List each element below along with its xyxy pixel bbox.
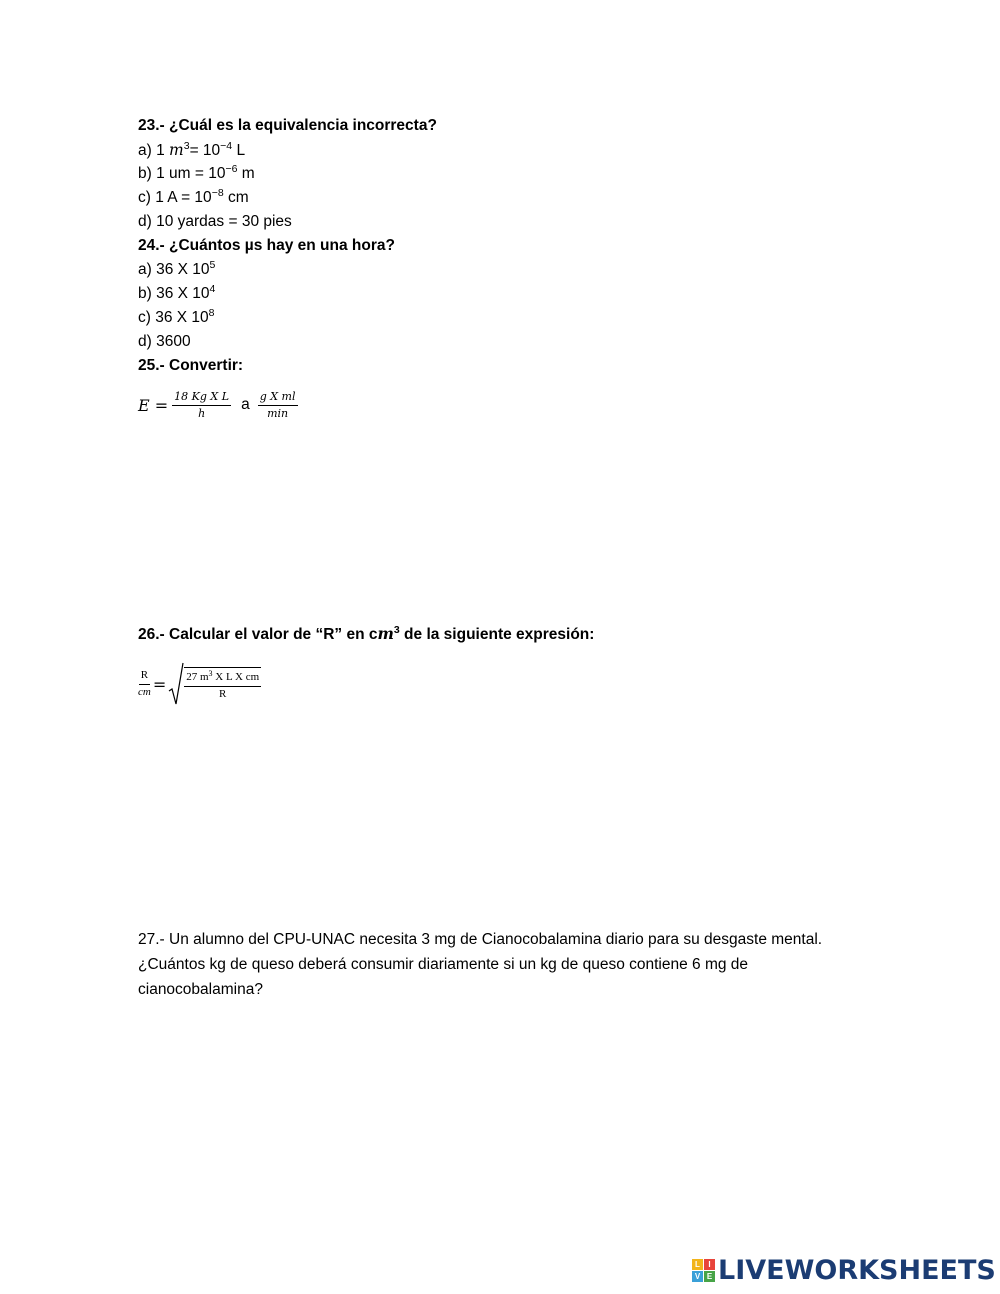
q23-option-d: d) 10 yardas = 30 pies — [138, 213, 292, 230]
q26-equation — [138, 662, 261, 706]
liveworksheets-logo — [692, 1255, 996, 1285]
q24-option-c: c) 36 X $10^8$ — [138, 307, 215, 326]
logo-squares-icon: L I V E — [692, 1259, 715, 1282]
q23-option-b: b) 1 um = $10^{-6}$ m — [138, 163, 255, 182]
q26-equals: = — [152, 674, 167, 694]
q25-lhs: E = — [138, 395, 169, 415]
q26-title: 26.- Calcular el valor de “R” en $cm^3$ de la siguiente expresión: — [138, 624, 595, 643]
q25-equation — [138, 390, 298, 420]
q23-option-c: c) 1 $A = 10^{-8}$ cm — [138, 187, 249, 206]
logo-text: LIVEWORKSHEETS — [718, 1254, 996, 1286]
q26-lhs-fraction: $\frac{R}{cm}$ — [138, 669, 151, 698]
q27-text: 27.- Un alumno del CPU-UNAC necesita 3 mg de Cianocobalamina diario para su desgaste mental. ¿Cuántos kg de queso deberá consumir diariamente si un kg de queso contiene 6 mg de cianocobalamina? — [138, 931, 823, 998]
q25-fraction-1: $\frac{\text{18 Kg X L}}{h}$ — [174, 390, 230, 420]
q24-option-d: d) 3600 — [138, 333, 191, 350]
q24-option-b: b) 36 X $10^4$ — [138, 283, 216, 302]
q24-option-a: a) 36 X $10^5$ — [138, 259, 216, 278]
q23-option-a: a) 1 $m^3= 10^{-4}$ L — [138, 140, 246, 159]
radical-sign-icon — [168, 662, 184, 706]
q25-connector: a — [241, 396, 250, 413]
q24-title: 24.- ¿Cuántos µs hay en una hora? — [138, 237, 395, 254]
q25-title: 25.- Convertir: — [138, 357, 244, 374]
q25-fraction-2: $\frac{\text{g X ml}}{\min}$ — [259, 390, 296, 420]
q23-title: 23.- ¿Cuál es la equivalencia incorrecta? — [138, 117, 437, 134]
q26-rhs-fraction: $\frac{27 m^3 X L X cm}{R}$ — [186, 668, 260, 700]
